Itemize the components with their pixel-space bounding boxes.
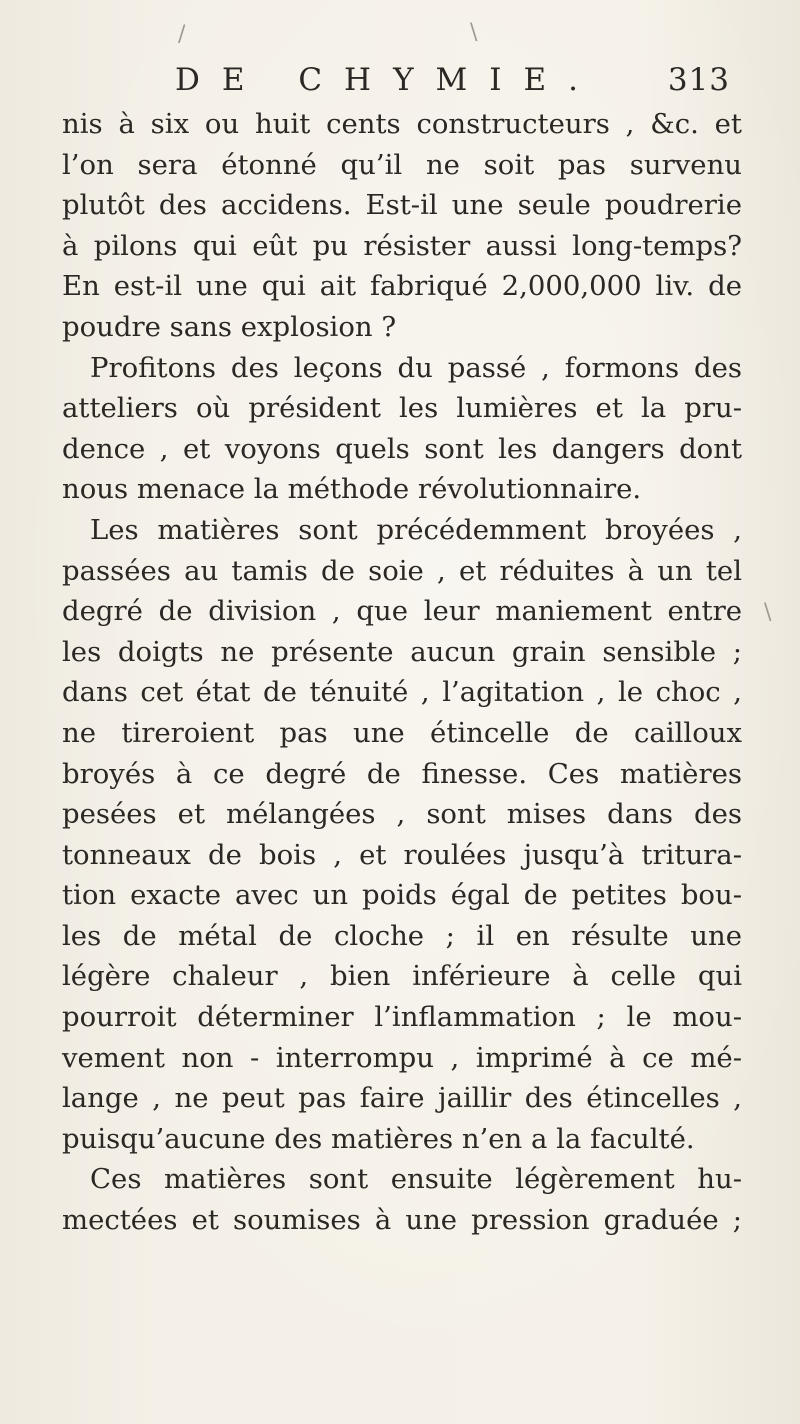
text-line: Profitons des leçons du passé , formons des	[90, 351, 742, 384]
text-line: degré de division , que leur maniement entre	[62, 595, 742, 628]
text-line: lange , ne peut pas faire jaillir des étincelles ,	[62, 1082, 742, 1115]
text-line: à pilons qui eût pu résister aussi long-temps?	[62, 229, 742, 262]
text-line: ne tireroient pas une étincelle de cailloux	[62, 716, 742, 749]
text-line: pesées et mélangées , sont mises dans des	[62, 798, 742, 831]
text-line: pourroit déterminer l’inflammation ; le mou-	[62, 1001, 742, 1034]
text-line: poudre sans explosion ?	[62, 310, 397, 343]
text-line: les doigts ne présente aucun grain sensible ;	[62, 635, 742, 668]
stray-mark: \	[470, 20, 478, 45]
text-line: dence , et voyons quels sont les dangers dont	[62, 432, 742, 465]
page-number: 313	[667, 62, 730, 98]
stray-mark: /	[178, 22, 186, 47]
stray-mark: \	[764, 600, 772, 625]
text-line: mectées et soumises à une pression graduée ;	[62, 1204, 742, 1237]
running-head	[175, 58, 730, 102]
text-line: Les matières sont précédemment broyées ,	[90, 513, 742, 546]
text-line: atteliers où président les lumières et la pru-	[62, 392, 742, 425]
text-line: légère chaleur , bien inférieure à celle qui	[62, 960, 742, 993]
text-line: Ces matières sont ensuite légèrement hu-	[90, 1163, 742, 1196]
text-line: tonneaux de bois , et roulées jusqu’à tritura-	[62, 838, 742, 871]
text-line: l’on sera étonné qu’il ne soit pas survenu	[62, 148, 742, 181]
body-text	[62, 104, 742, 1241]
running-head-title: DE CHYMIE.	[175, 62, 601, 98]
text-line: les de métal de cloche ; il en résulte une	[62, 919, 742, 952]
text-line: broyés à ce degré de finesse. Ces matières	[62, 757, 742, 790]
text-line: En est-il une qui ait fabriqué 2,000,000 liv. de	[62, 270, 742, 303]
text-line: vement non - interrompu , imprimé à ce mé-	[62, 1041, 742, 1074]
text-line: nis à six ou huit cents constructeurs , &c. et	[62, 108, 742, 140]
text-line: plutôt des accidens. Est-il une seule poudrerie	[62, 189, 742, 222]
text-line: tion exacte avec un poids égal de petites bou-	[62, 879, 742, 912]
text-line: dans cet état de ténuité , l’agitation , le choc ,	[62, 676, 742, 709]
text-line: nous menace la méthode révolutionnaire.	[62, 473, 642, 506]
text-line: passées au tamis de soie , et réduites à un tel	[62, 554, 742, 587]
text-line: puisqu’aucune des matières n’en a la faculté.	[62, 1122, 695, 1155]
